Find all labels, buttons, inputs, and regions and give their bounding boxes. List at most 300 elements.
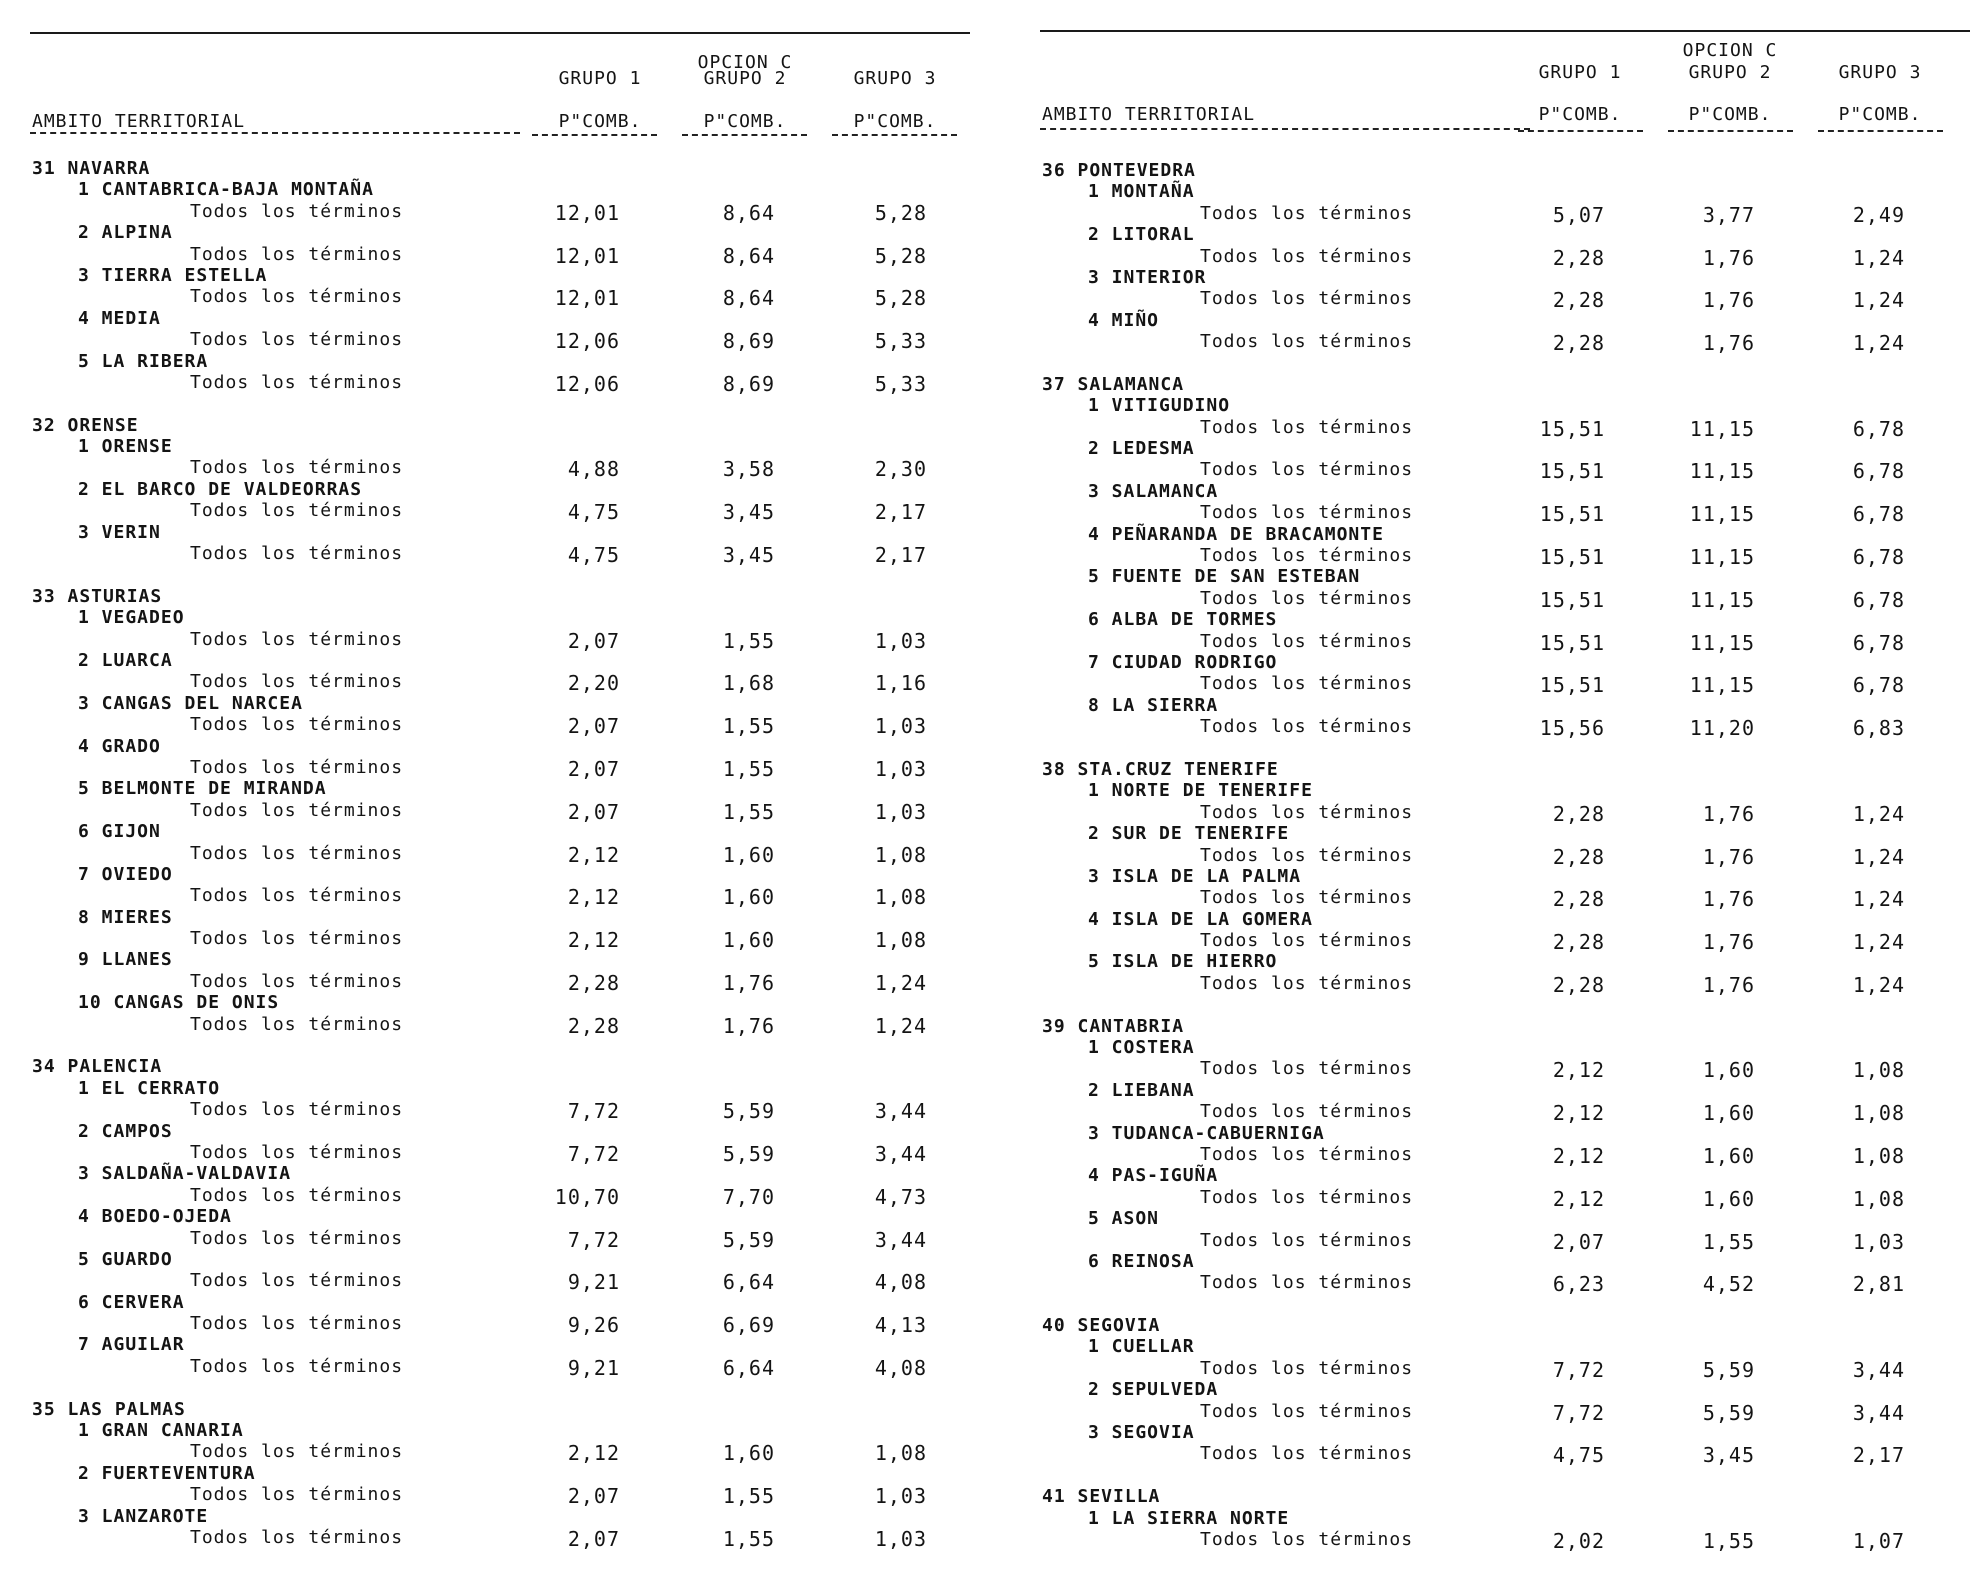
comarca-label: 6 REINOSA	[1088, 1250, 1195, 1272]
comarca-row	[30, 778, 970, 799]
terms-label: Todos los términos	[1200, 716, 1414, 738]
value-grupo-2: 1,60	[722, 928, 775, 953]
left-table	[30, 0, 970, 1592]
header-ambito: AMBITO TERRITORIAL	[1042, 104, 1256, 125]
value-grupo-2: 1,55	[722, 799, 775, 824]
value-grupo-3: 1,16	[874, 671, 927, 696]
terms-row	[30, 1527, 970, 1551]
value-grupo-1: 4,88	[567, 457, 620, 482]
comarca-label: 4 ISLA DE LA GOMERA	[1088, 908, 1313, 930]
terms-row	[30, 500, 970, 525]
terms-label: Todos los términos	[1200, 1272, 1414, 1294]
terms-row	[30, 714, 970, 739]
comarca-label: 3 SALAMANCA	[1088, 480, 1219, 502]
value-grupo-2: 1,55	[722, 714, 775, 739]
value-grupo-2: 1,60	[722, 1441, 775, 1466]
value-grupo-3: 3,44	[1852, 1357, 1905, 1382]
province-label: 41 SEVILLA	[1042, 1486, 1161, 1508]
value-grupo-1: 2,07	[567, 1484, 620, 1509]
terms-row	[1040, 288, 1970, 313]
comarca-label: 5 ASON	[1088, 1208, 1160, 1230]
header-pcomb-2: P"COMB.	[703, 111, 787, 132]
value-grupo-2: 1,60	[1702, 1143, 1755, 1168]
value-grupo-2: 3,45	[1702, 1443, 1755, 1468]
terms-row	[30, 1441, 970, 1466]
value-grupo-1: 2,12	[1552, 1186, 1605, 1211]
value-grupo-2: 3,58	[722, 457, 775, 482]
province-row	[1040, 1315, 1970, 1336]
value-grupo-2: 11,15	[1689, 545, 1755, 570]
comarca-label: 1 VITIGUDINO	[1088, 395, 1231, 417]
value-grupo-3: 1,24	[1852, 245, 1905, 270]
value-grupo-3: 1,08	[1852, 1101, 1905, 1126]
value-grupo-3: 1,03	[874, 799, 927, 824]
value-grupo-1: 2,28	[1552, 930, 1605, 955]
value-grupo-1: 12,01	[554, 243, 620, 268]
province-row	[30, 1399, 970, 1420]
value-grupo-2: 1,60	[1702, 1186, 1755, 1211]
comarca-row	[1040, 780, 1970, 801]
comarca-label: 2 EL BARCO DE VALDEORRAS	[78, 478, 363, 500]
value-grupo-3: 1,08	[874, 928, 927, 953]
value-grupo-1: 2,12	[567, 885, 620, 910]
terms-label: Todos los términos	[1200, 502, 1414, 524]
value-grupo-1: 15,51	[1539, 459, 1605, 484]
value-grupo-1: 2,07	[567, 1527, 620, 1551]
terms-row	[30, 756, 970, 781]
value-grupo-2: 8,64	[722, 286, 775, 311]
terms-label: Todos los términos	[190, 1527, 404, 1548]
value-grupo-2: 1,55	[1702, 1229, 1755, 1254]
comarca-row	[30, 1121, 970, 1142]
header-ambito: AMBITO TERRITORIAL	[32, 111, 246, 132]
province-row	[1040, 1486, 1970, 1507]
terms-row	[1040, 930, 1970, 955]
value-grupo-2: 1,55	[722, 756, 775, 781]
value-grupo-2: 1,60	[1702, 1101, 1755, 1126]
comarca-label: 3 CANGAS DEL NARCEA	[78, 692, 303, 714]
terms-row	[30, 543, 970, 568]
province-row	[1040, 759, 1970, 780]
header-opcion: OPCION C	[1682, 40, 1778, 61]
value-grupo-1: 2,28	[567, 1013, 620, 1038]
comarca-row	[1040, 951, 1970, 972]
value-grupo-2: 1,76	[1702, 972, 1755, 997]
value-grupo-3: 1,08	[1852, 1058, 1905, 1083]
value-grupo-3: 2,17	[1852, 1443, 1905, 1468]
value-grupo-2: 5,59	[1702, 1357, 1755, 1382]
value-grupo-2: 11,15	[1689, 630, 1755, 655]
comarca-row	[30, 1463, 970, 1484]
terms-label: Todos los términos	[190, 671, 404, 693]
terms-row	[1040, 587, 1970, 612]
terms-label: Todos los términos	[190, 799, 404, 821]
value-grupo-2: 6,64	[722, 1270, 775, 1295]
value-grupo-3: 1,08	[1852, 1143, 1905, 1168]
value-grupo-1: 15,51	[1539, 416, 1605, 441]
comarca-row	[30, 351, 970, 372]
terms-row	[1040, 545, 1970, 570]
spacer	[30, 1035, 970, 1056]
comarca-label: 7 AGUILAR	[78, 1334, 185, 1356]
value-grupo-1: 9,21	[567, 1270, 620, 1295]
terms-label: Todos los términos	[190, 1355, 404, 1377]
comarca-row	[1040, 267, 1970, 288]
spacer	[30, 564, 970, 585]
value-grupo-2: 1,76	[722, 1013, 775, 1038]
province-row	[1040, 374, 1970, 395]
value-grupo-1: 2,07	[567, 756, 620, 781]
comarca-row	[1040, 395, 1970, 416]
terms-label: Todos los términos	[1200, 459, 1414, 481]
value-grupo-3: 1,03	[874, 1484, 927, 1509]
terms-label: Todos los términos	[1200, 416, 1414, 438]
header-dash-ambito	[1040, 128, 1530, 130]
value-grupo-1: 4,75	[1552, 1443, 1605, 1468]
comarca-label: 1 MONTAÑA	[1088, 181, 1195, 203]
terms-label: Todos los términos	[190, 1099, 404, 1121]
header-grupo2: GRUPO 2	[703, 68, 787, 89]
comarca-label: 10 CANGAS DE ONIS	[78, 992, 280, 1014]
terms-row	[1040, 1143, 1970, 1168]
province-row	[30, 586, 970, 607]
province-row	[30, 1056, 970, 1077]
terms-row	[30, 457, 970, 482]
comarca-row	[30, 864, 970, 885]
terms-row	[1040, 416, 1970, 441]
value-grupo-1: 2,28	[1552, 887, 1605, 912]
right-rows	[1040, 160, 1970, 1553]
comarca-label: 1 GRAN CANARIA	[78, 1420, 244, 1442]
value-grupo-1: 2,28	[1552, 844, 1605, 869]
terms-label: Todos los términos	[1200, 1400, 1414, 1422]
value-grupo-2: 4,52	[1702, 1272, 1755, 1297]
value-grupo-3: 2,17	[874, 543, 927, 568]
comarca-row	[30, 736, 970, 757]
terms-row	[1040, 1101, 1970, 1126]
comarca-label: 7 OVIEDO	[78, 863, 173, 885]
header-dash-g3	[832, 134, 957, 136]
value-grupo-1: 2,28	[1552, 972, 1605, 997]
spacer	[1040, 1294, 1970, 1315]
comarca-label: 5 ISLA DE HIERRO	[1088, 951, 1278, 973]
value-grupo-2: 5,59	[722, 1141, 775, 1166]
value-grupo-3: 5,28	[874, 286, 927, 311]
terms-row	[30, 671, 970, 696]
header-pcomb-3: P"COMB.	[1838, 104, 1922, 125]
comarca-label: 8 MIERES	[78, 906, 173, 928]
terms-label: Todos los términos	[1200, 1101, 1414, 1123]
header-grupo1: GRUPO 1	[558, 68, 642, 89]
comarca-label: 1 NORTE DE TENERIFE	[1088, 780, 1313, 802]
value-grupo-1: 2,12	[567, 928, 620, 953]
value-grupo-3: 1,24	[1852, 844, 1905, 869]
comarca-row	[30, 1334, 970, 1355]
terms-row	[1040, 673, 1970, 698]
terms-label: Todos los términos	[1200, 1229, 1414, 1251]
value-grupo-2: 11,15	[1689, 587, 1755, 612]
right-table	[1040, 0, 1970, 1592]
terms-label: Todos los términos	[190, 371, 404, 393]
terms-row	[1040, 972, 1970, 997]
value-grupo-2: 3,45	[722, 543, 775, 568]
terms-row	[30, 1355, 970, 1380]
comarca-row	[1040, 481, 1970, 502]
value-grupo-1: 2,12	[1552, 1058, 1605, 1083]
value-grupo-3: 1,24	[874, 970, 927, 995]
value-grupo-3: 3,44	[1852, 1400, 1905, 1425]
value-grupo-3: 4,73	[874, 1184, 927, 1209]
terms-label: Todos los términos	[1200, 1058, 1414, 1080]
header-grupo1: GRUPO 1	[1538, 62, 1622, 83]
terms-label: Todos los términos	[190, 1227, 404, 1249]
value-grupo-2: 3,45	[722, 500, 775, 525]
comarca-row	[30, 1249, 970, 1270]
terms-row	[1040, 245, 1970, 270]
terms-row	[1040, 1529, 1970, 1553]
terms-label: Todos los términos	[190, 1484, 404, 1506]
value-grupo-3: 1,24	[1852, 887, 1905, 912]
terms-row	[1040, 801, 1970, 826]
province-label: 34 PALENCIA	[32, 1056, 163, 1078]
value-grupo-3: 6,83	[1852, 716, 1905, 741]
value-grupo-3: 4,13	[874, 1313, 927, 1338]
header-grupo3: GRUPO 3	[1838, 62, 1922, 83]
comarca-label: 1 CUELLAR	[1088, 1336, 1195, 1358]
value-grupo-1: 2,12	[567, 1441, 620, 1466]
comarca-row	[30, 1420, 970, 1441]
comarca-row	[30, 1506, 970, 1527]
comarca-row	[1040, 1165, 1970, 1186]
comarca-row	[1040, 1080, 1970, 1101]
comarca-label: 6 GIJON	[78, 821, 161, 843]
value-grupo-2: 11,15	[1689, 673, 1755, 698]
terms-row	[30, 286, 970, 311]
value-grupo-1: 10,70	[554, 1184, 620, 1209]
comarca-row	[1040, 438, 1970, 459]
value-grupo-3: 1,24	[1852, 972, 1905, 997]
terms-label: Todos los términos	[1200, 1529, 1414, 1550]
top-rule	[30, 32, 970, 34]
spacer	[1040, 1465, 1970, 1486]
value-grupo-2: 11,15	[1689, 416, 1755, 441]
terms-label: Todos los términos	[1200, 545, 1414, 567]
value-grupo-2: 1,55	[722, 1484, 775, 1509]
header-opcion: OPCION C	[697, 52, 793, 73]
comarca-label: 2 SUR DE TENERIFE	[1088, 823, 1290, 845]
value-grupo-3: 1,08	[874, 1441, 927, 1466]
value-grupo-1: 15,51	[1539, 502, 1605, 527]
value-grupo-2: 1,76	[1702, 801, 1755, 826]
terms-label: Todos los términos	[190, 885, 404, 907]
header-grupo3: GRUPO 3	[853, 68, 937, 89]
terms-label: Todos los términos	[190, 243, 404, 265]
terms-row	[1040, 1272, 1970, 1297]
comarca-label: 5 GUARDO	[78, 1248, 173, 1270]
province-row	[1040, 1016, 1970, 1037]
comarca-label: 3 SALDAÑA-VALDAVIA	[78, 1163, 292, 1185]
comarca-row	[1040, 1123, 1970, 1144]
header-dash-g2	[682, 134, 807, 136]
comarca-label: 3 TIERRA ESTELLA	[78, 264, 268, 286]
comarca-label: 3 LANZAROTE	[78, 1505, 209, 1527]
terms-label: Todos los términos	[1200, 972, 1414, 994]
value-grupo-3: 6,78	[1852, 587, 1905, 612]
comarca-row	[1040, 652, 1970, 673]
comarca-label: 3 INTERIOR	[1088, 266, 1207, 288]
value-grupo-1: 9,21	[567, 1355, 620, 1380]
terms-label: Todos los términos	[190, 628, 404, 650]
spacer	[1040, 994, 1970, 1015]
comarca-label: 4 GRADO	[78, 735, 161, 757]
comarca-row	[1040, 181, 1970, 202]
value-grupo-1: 2,20	[567, 671, 620, 696]
comarca-row	[1040, 1422, 1970, 1443]
comarca-label: 3 SEGOVIA	[1088, 1422, 1195, 1444]
comarca-label: 2 CAMPOS	[78, 1120, 173, 1142]
value-grupo-3: 1,08	[1852, 1186, 1905, 1211]
comarca-label: 1 EL CERRATO	[78, 1077, 221, 1099]
comarca-label: 2 LITORAL	[1088, 224, 1195, 246]
province-row	[30, 415, 970, 436]
value-grupo-3: 6,78	[1852, 502, 1905, 527]
terms-row	[30, 1099, 970, 1124]
value-grupo-2: 11,20	[1689, 716, 1755, 741]
terms-label: Todos los términos	[1200, 887, 1414, 909]
value-grupo-2: 1,60	[722, 885, 775, 910]
terms-label: Todos los términos	[190, 842, 404, 864]
comarca-label: 6 ALBA DE TORMES	[1088, 609, 1278, 631]
terms-label: Todos los términos	[190, 286, 404, 308]
value-grupo-3: 1,24	[1852, 930, 1905, 955]
value-grupo-2: 1,68	[722, 671, 775, 696]
comarca-label: 2 LUARCA	[78, 649, 173, 671]
terms-label: Todos los términos	[190, 329, 404, 351]
header-pcomb-2: P"COMB.	[1688, 104, 1772, 125]
comarca-label: 4 PAS-IGUÑA	[1088, 1165, 1219, 1187]
province-label: 33 ASTURIAS	[32, 585, 163, 607]
comarca-label: 2 SEPULVEDA	[1088, 1379, 1219, 1401]
value-grupo-1: 7,72	[567, 1141, 620, 1166]
header-dash-g1	[1518, 130, 1643, 132]
terms-row	[30, 628, 970, 653]
terms-label: Todos los términos	[190, 970, 404, 992]
comarca-row	[1040, 695, 1970, 716]
comarca-row	[30, 821, 970, 842]
terms-label: Todos los términos	[1200, 1443, 1414, 1465]
comarca-label: 1 ORENSE	[78, 436, 173, 458]
value-grupo-1: 15,51	[1539, 545, 1605, 570]
terms-label: Todos los términos	[190, 1313, 404, 1335]
value-grupo-2: 1,76	[1702, 245, 1755, 270]
value-grupo-3: 1,08	[874, 885, 927, 910]
value-grupo-2: 8,64	[722, 200, 775, 225]
terms-row	[30, 1313, 970, 1338]
value-grupo-1: 12,01	[554, 200, 620, 225]
value-grupo-2: 11,15	[1689, 459, 1755, 484]
province-label: 37 SALAMANCA	[1042, 373, 1185, 395]
value-grupo-2: 1,55	[722, 1527, 775, 1551]
comarca-label: 3 VERIN	[78, 521, 161, 543]
comarca-label: 3 TUDANCA-CABUERNIGA	[1088, 1122, 1325, 1144]
value-grupo-1: 2,28	[1552, 801, 1605, 826]
spacer	[1040, 353, 1970, 374]
terms-row	[30, 970, 970, 995]
terms-row	[30, 1184, 970, 1209]
terms-label: Todos los términos	[1200, 930, 1414, 952]
value-grupo-1: 7,72	[567, 1227, 620, 1252]
province-label: 38 STA.CRUZ TENERIFE	[1042, 758, 1279, 780]
value-grupo-3: 5,33	[874, 371, 927, 396]
value-grupo-1: 15,51	[1539, 587, 1605, 612]
terms-row	[30, 1270, 970, 1295]
top-rule	[1040, 30, 1970, 32]
comarca-label: 4 PEÑARANDA DE BRACAMONTE	[1088, 523, 1384, 545]
terms-label: Todos los términos	[190, 756, 404, 778]
value-grupo-3: 4,08	[874, 1270, 927, 1295]
terms-row	[1040, 844, 1970, 869]
comarca-label: 1 COSTERA	[1088, 1037, 1195, 1059]
left-rows	[30, 158, 970, 1551]
value-grupo-1: 2,12	[567, 842, 620, 867]
comarca-row	[1040, 1508, 1970, 1529]
value-grupo-3: 6,78	[1852, 630, 1905, 655]
value-grupo-3: 3,44	[874, 1099, 927, 1124]
comarca-row	[1040, 224, 1970, 245]
value-grupo-3: 3,44	[874, 1141, 927, 1166]
value-grupo-1: 4,75	[567, 500, 620, 525]
terms-row	[1040, 1400, 1970, 1425]
terms-row	[30, 329, 970, 354]
value-grupo-2: 8,69	[722, 329, 775, 354]
value-grupo-2: 1,60	[1702, 1058, 1755, 1083]
comarca-row	[1040, 1336, 1970, 1357]
header-dash-ambito	[30, 132, 520, 134]
value-grupo-2: 5,59	[722, 1227, 775, 1252]
terms-row	[1040, 459, 1970, 484]
value-grupo-1: 15,51	[1539, 630, 1605, 655]
province-label: 31 NAVARRA	[32, 158, 151, 179]
value-grupo-1: 12,06	[554, 329, 620, 354]
comarca-label: 2 LIEBANA	[1088, 1079, 1195, 1101]
value-grupo-1: 2,07	[567, 714, 620, 739]
header-grupo2: GRUPO 2	[1688, 62, 1772, 83]
terms-row	[1040, 202, 1970, 227]
value-grupo-3: 1,24	[874, 1013, 927, 1038]
terms-label: Todos los términos	[190, 543, 404, 565]
header-dash-g3	[1818, 130, 1943, 132]
value-grupo-1: 12,06	[554, 371, 620, 396]
comarca-row	[30, 650, 970, 671]
comarca-label: 4 BOEDO-OJEDA	[78, 1206, 232, 1228]
terms-label: Todos los términos	[190, 714, 404, 736]
terms-row	[30, 371, 970, 396]
value-grupo-1: 2,28	[1552, 245, 1605, 270]
comarca-row	[1040, 823, 1970, 844]
comarca-row	[30, 1163, 970, 1184]
value-grupo-2: 1,76	[1702, 887, 1755, 912]
terms-label: Todos los términos	[190, 1270, 404, 1292]
value-grupo-3: 5,33	[874, 329, 927, 354]
terms-label: Todos los términos	[190, 1013, 404, 1035]
value-grupo-3: 3,44	[874, 1227, 927, 1252]
value-grupo-2: 1,60	[722, 842, 775, 867]
comarca-label: 2 FUERTEVENTURA	[78, 1462, 256, 1484]
comarca-row	[30, 907, 970, 928]
terms-label: Todos los términos	[1200, 1357, 1414, 1379]
comarca-row	[30, 1078, 970, 1099]
comarca-label: 8 LA SIERRA	[1088, 694, 1219, 716]
